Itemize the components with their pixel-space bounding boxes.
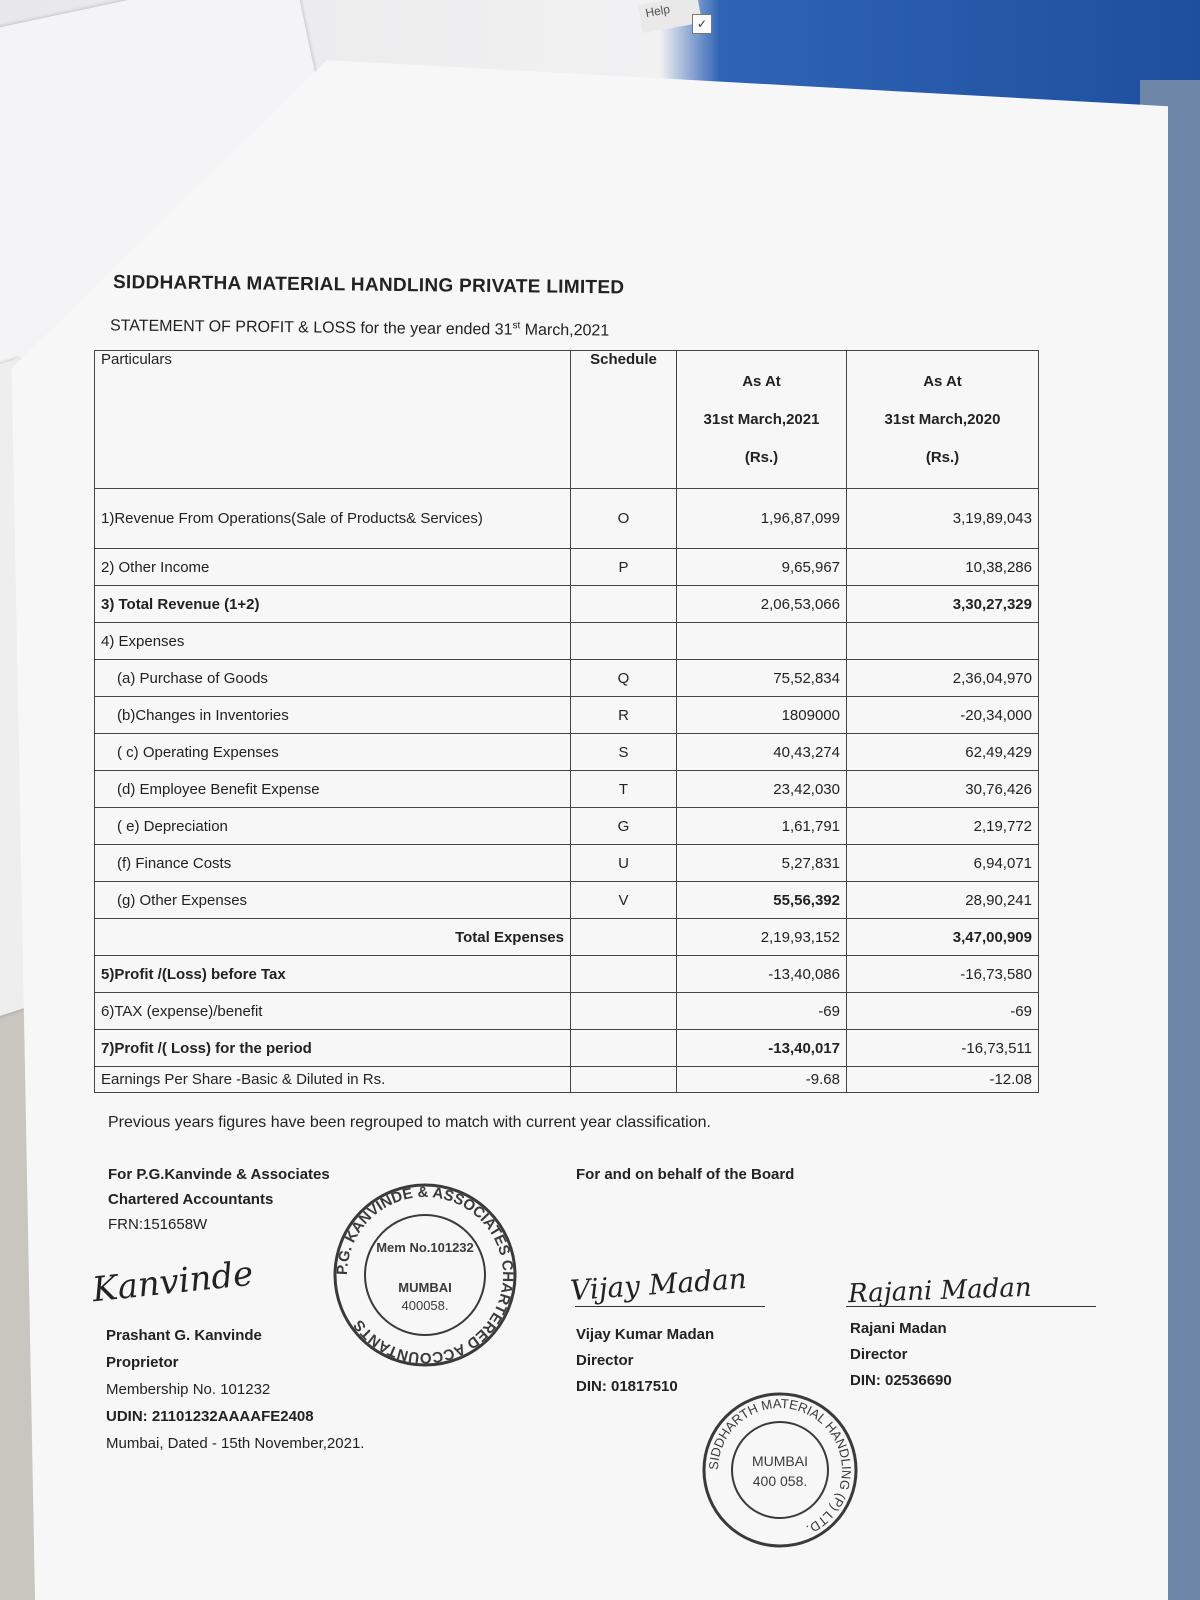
header-2021: As At 31st March,2021 (Rs.) <box>677 351 847 489</box>
row-label: 5)Profit /(Loss) before Tax <box>95 956 571 993</box>
row-label: (g) Other Expenses <box>95 882 571 919</box>
table-row <box>95 1030 1039 1067</box>
auditor-membership: Membership No. 101232 <box>106 1381 271 1398</box>
row-value-2020: 2,19,772 <box>847 808 1039 845</box>
row-schedule <box>571 1067 677 1093</box>
row-value-2020: 28,90,241 <box>847 882 1039 919</box>
row-label: (b)Changes in Inventories <box>95 697 571 734</box>
board-heading-text: For and on behalf of the Board <box>576 1166 795 1183</box>
row-schedule: O <box>571 489 677 549</box>
checkbox-icon: ✓ <box>692 14 712 34</box>
row-label: 7)Profit /( Loss) for the period <box>95 1030 571 1067</box>
auditor-stamp-city: MUMBAI <box>398 1280 452 1295</box>
row-schedule: U <box>571 845 677 882</box>
row-value-2021: -9.68 <box>677 1067 847 1093</box>
auditor-name: Prashant G. Kanvinde <box>106 1327 262 1344</box>
director2-din: DIN: 02536690 <box>850 1372 952 1389</box>
header-2020: As At 31st March,2020 (Rs.) <box>847 351 1039 489</box>
table-row <box>95 882 1039 919</box>
company-stamp-city: MUMBAI <box>752 1453 808 1469</box>
board-heading <box>576 1162 794 1187</box>
profit-loss-table <box>94 350 1039 1093</box>
regrouping-note: Previous years figures have been regrouped to match with current year classification. <box>108 1114 711 1131</box>
row-schedule <box>571 993 677 1030</box>
row-schedule <box>571 919 677 956</box>
table-row <box>95 993 1039 1030</box>
row-value-2020: 3,47,00,909 <box>847 919 1039 956</box>
row-value-2021: 23,42,030 <box>677 771 847 808</box>
row-label: 1)Revenue From Operations(Sale of Products& Services) <box>95 489 571 549</box>
row-label: (a) Purchase of Goods <box>95 660 571 697</box>
table-row <box>95 956 1039 993</box>
auditor-stamp-pin: 400058. <box>401 1298 449 1313</box>
auditor-stamp-ring: P.G. KANVINDE & ASSOCIATES CHARTERED ACCOUNTANTS <box>333 1183 517 1367</box>
director1-name: Vijay Kumar Madan <box>576 1326 715 1343</box>
row-value-2020: 30,76,426 <box>847 771 1039 808</box>
table-header-row <box>95 351 1039 489</box>
table-row <box>95 771 1039 808</box>
auditor-role: Proprietor <box>106 1354 179 1371</box>
table-row <box>95 697 1039 734</box>
statement-title: STATEMENT OF PROFIT & LOSS for the year ended 31st March,2021 <box>109 317 610 340</box>
row-value-2021: 2,19,93,152 <box>677 919 847 956</box>
row-value-2020: 2,36,04,970 <box>847 660 1039 697</box>
row-value-2021: -13,40,017 <box>677 1030 847 1067</box>
table-row-total-expenses <box>95 919 1039 956</box>
row-schedule <box>571 1030 677 1067</box>
auditor-block <box>108 1162 330 1237</box>
auditor-udin: UDIN: 21101232AAAAFE2408 <box>106 1408 314 1425</box>
director1-signature-line <box>575 1306 765 1307</box>
row-value-2020: -20,34,000 <box>847 697 1039 734</box>
director1-block <box>576 1322 714 1400</box>
row-schedule: R <box>571 697 677 734</box>
row-label: ( c) Operating Expenses <box>95 734 571 771</box>
table-row <box>95 660 1039 697</box>
row-value-2020: 62,49,429 <box>847 734 1039 771</box>
company-stamp <box>700 1390 860 1550</box>
auditor-signature: Kanvinde <box>90 1253 256 1311</box>
row-schedule: P <box>571 549 677 586</box>
row-value-2020: -12.08 <box>847 1067 1039 1093</box>
header-particulars: Particulars <box>95 351 571 489</box>
row-value-2021: 40,43,274 <box>677 734 847 771</box>
row-value-2021: 9,65,967 <box>677 549 847 586</box>
row-value-2020: 3,30,27,329 <box>847 586 1039 623</box>
company-name: SIDDHARTHA MATERIAL HANDLING PRIVATE LIMITED <box>112 272 625 299</box>
table-row <box>95 845 1039 882</box>
row-value-2020: 6,94,071 <box>847 845 1039 882</box>
company-stamp-ring: SIDDHARTH MATERIAL HANDLING (P) LTD. <box>705 1395 855 1538</box>
row-schedule: Q <box>571 660 677 697</box>
row-value-2020: -69 <box>847 993 1039 1030</box>
auditor-stamp-mem: Mem No.101232 <box>376 1240 474 1255</box>
table-row <box>95 808 1039 845</box>
row-value-2020: -16,73,511 <box>847 1030 1039 1067</box>
auditor-frn: FRN:151658W <box>108 1216 208 1233</box>
row-value-2021: -69 <box>677 993 847 1030</box>
row-schedule <box>571 956 677 993</box>
row-value-2020: -16,73,580 <box>847 956 1039 993</box>
table-row <box>95 549 1039 586</box>
table-row <box>95 586 1039 623</box>
svg-text:P.G. KANVINDE & ASSOCIATES CHA <box>334 1184 516 1366</box>
row-value-2021: 1,96,87,099 <box>677 489 847 549</box>
row-label: (f) Finance Costs <box>95 845 571 882</box>
director2-block <box>850 1316 952 1394</box>
director2-name: Rajani Madan <box>850 1320 947 1337</box>
director2-signature: Rajani Madan <box>847 1272 1033 1310</box>
table-row <box>95 489 1039 549</box>
row-schedule: G <box>571 808 677 845</box>
director2-role: Director <box>850 1346 908 1363</box>
row-label: Earnings Per Share -Basic & Diluted in Rs. <box>95 1067 571 1093</box>
row-value-2021: 55,56,392 <box>677 882 847 919</box>
row-value-2020 <box>847 623 1039 660</box>
director2-signature-line <box>846 1306 1096 1307</box>
row-label: 3) Total Revenue (1+2) <box>95 586 571 623</box>
director1-role: Director <box>576 1352 634 1369</box>
auditor-details <box>106 1322 364 1457</box>
row-schedule: S <box>571 734 677 771</box>
row-value-2021: 2,06,53,066 <box>677 586 847 623</box>
director1-signature: Vijay Madan <box>569 1261 748 1308</box>
row-value-2021: -13,40,086 <box>677 956 847 993</box>
auditor-stamp <box>330 1180 520 1370</box>
row-label: 2) Other Income <box>95 549 571 586</box>
row-value-2021: 75,52,834 <box>677 660 847 697</box>
row-value-2020: 3,19,89,043 <box>847 489 1039 549</box>
row-value-2021 <box>677 623 847 660</box>
table-row <box>95 623 1039 660</box>
row-label: (d) Employee Benefit Expense <box>95 771 571 808</box>
help-tab: Help <box>638 0 702 33</box>
row-value-2020: 10,38,286 <box>847 549 1039 586</box>
row-label: 4) Expenses <box>95 623 571 660</box>
table-row-eps <box>95 1067 1039 1093</box>
director1-din: DIN: 01817510 <box>576 1378 678 1395</box>
row-schedule <box>571 586 677 623</box>
company-stamp-pin: 400 058. <box>752 1473 808 1489</box>
row-label: ( e) Depreciation <box>95 808 571 845</box>
auditor-type: Chartered Accountants <box>108 1191 274 1208</box>
row-schedule: V <box>571 882 677 919</box>
row-label: Total Expenses <box>95 919 571 956</box>
row-value-2021: 5,27,831 <box>677 845 847 882</box>
signing-date: Mumbai, Dated - 15th November,2021. <box>106 1435 365 1452</box>
table-row <box>95 734 1039 771</box>
row-value-2021: 1,61,791 <box>677 808 847 845</box>
row-label: 6)TAX (expense)/benefit <box>95 993 571 1030</box>
auditor-firm: For P.G.Kanvinde & Associates <box>108 1166 330 1183</box>
row-schedule <box>571 623 677 660</box>
header-schedule: Schedule <box>571 351 677 489</box>
row-value-2021: 1809000 <box>677 697 847 734</box>
row-schedule: T <box>571 771 677 808</box>
